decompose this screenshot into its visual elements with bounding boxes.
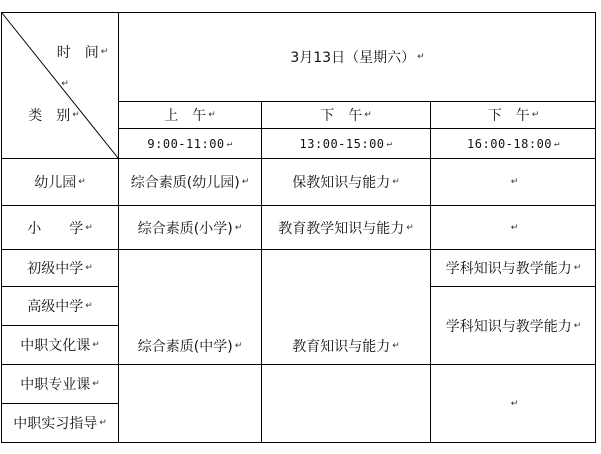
- cell-senior-vocational-evening: [431, 287, 596, 364]
- category-text: 高级中学: [27, 299, 84, 315]
- paragraph-mark: ↵: [99, 418, 107, 428]
- subject-text: 学科知识与教学能力: [445, 318, 572, 335]
- subject-text: 保教知识与能力: [292, 175, 391, 191]
- session-label-afternoon-1: [262, 102, 430, 128]
- category-text: 中职实习指导: [13, 416, 98, 432]
- corner-paragraph-mark: [58, 76, 70, 92]
- paragraph-mark: ↵: [364, 110, 372, 120]
- cell-kindergarten-afternoon: [262, 159, 430, 205]
- subject-text: 综合素质(中学): [137, 339, 233, 355]
- category-text: 幼儿园: [34, 175, 77, 191]
- paragraph-mark: ↵: [386, 138, 393, 149]
- paragraph-mark: ↵: [234, 222, 243, 233]
- paragraph-mark: ↵: [85, 301, 93, 311]
- paragraph-mark: ↵: [85, 263, 93, 273]
- category-kindergarten: [2, 159, 118, 205]
- subject-text: 教育知识与能力: [292, 339, 391, 355]
- paragraph-mark: ↵: [234, 341, 243, 351]
- cell-primary-afternoon: [262, 206, 430, 249]
- cell-primary-morning: [119, 206, 261, 249]
- cell-primary-evening-empty: [431, 206, 596, 249]
- subject-text: 教育教学知识与能力: [278, 220, 405, 237]
- session-time-afternoon-2: [431, 129, 596, 158]
- paragraph-mark: ↵: [510, 177, 519, 187]
- paragraph-mark: ↵: [100, 47, 109, 57]
- paragraph-mark: ↵: [61, 79, 69, 89]
- corner-label-category: [24, 103, 84, 127]
- paragraph-mark: ↵: [241, 177, 250, 187]
- paragraph-mark: ↵: [78, 177, 86, 187]
- session-label-afternoon-2: [431, 102, 596, 128]
- paragraph-mark: ↵: [392, 177, 400, 187]
- cell-vocational-evening-empty: [431, 365, 596, 442]
- category-text: 中职文化课: [20, 338, 91, 354]
- session-label-text: 上 午: [164, 108, 207, 124]
- cell-junior-evening: [431, 250, 596, 286]
- session-label-text: 下 午: [487, 108, 530, 124]
- date-text: 3月13日（星期六）: [290, 50, 416, 66]
- session-time-morning: [119, 129, 261, 158]
- paragraph-mark: ↵: [417, 52, 425, 62]
- corner-time-text: 时 间: [56, 45, 99, 61]
- paragraph-mark: ↵: [392, 341, 400, 351]
- category-primary: [2, 206, 118, 249]
- paragraph-mark: ↵: [531, 110, 540, 120]
- paragraph-mark: ↵: [510, 222, 519, 233]
- cell-secondary-morning: [119, 250, 261, 442]
- category-text: 初级中学: [27, 261, 84, 277]
- category-junior-high: [2, 250, 118, 286]
- category-vocational-internship: [2, 404, 118, 442]
- paragraph-mark: ↵: [573, 320, 582, 331]
- paragraph-mark: ↵: [573, 263, 582, 273]
- session-label-morning: [119, 102, 261, 128]
- category-senior-high: [2, 287, 118, 325]
- paragraph-mark: ↵: [208, 110, 216, 120]
- session-time-text: 9:00-11:00: [147, 136, 225, 151]
- subject-text: 综合素质(幼儿园): [130, 175, 240, 191]
- session-time-afternoon-1: [262, 129, 430, 158]
- category-vocational-specialty: [2, 365, 118, 403]
- subject-text: 学科知识与教学能力: [445, 261, 572, 277]
- corner-category-text: 类 别: [28, 108, 71, 124]
- paragraph-mark: ↵: [92, 340, 100, 350]
- cell-secondary-afternoon: [262, 250, 430, 442]
- paragraph-mark: ↵: [85, 222, 93, 233]
- category-vocational-culture: [2, 326, 118, 364]
- category-text: 小 学: [27, 220, 84, 237]
- paragraph-mark: ↵: [554, 138, 560, 149]
- session-label-text: 下 午: [320, 108, 363, 124]
- session-time-text: 13:00-15:00: [299, 136, 385, 151]
- cell-kindergarten-evening-empty: [431, 159, 596, 205]
- paragraph-mark: ↵: [226, 138, 233, 149]
- paragraph-mark: ↵: [406, 222, 414, 233]
- corner-label-time: [55, 40, 110, 64]
- paragraph-mark: ↵: [72, 110, 80, 120]
- session-time-text: 16:00-18:00: [467, 136, 553, 151]
- paragraph-mark: ↵: [92, 379, 100, 389]
- date-header: [119, 13, 596, 101]
- cell-kindergarten-morning: [119, 159, 261, 205]
- category-text: 中职专业课: [20, 377, 91, 393]
- paragraph-mark: ↵: [510, 398, 519, 409]
- subject-text: 综合素质(小学): [137, 220, 233, 237]
